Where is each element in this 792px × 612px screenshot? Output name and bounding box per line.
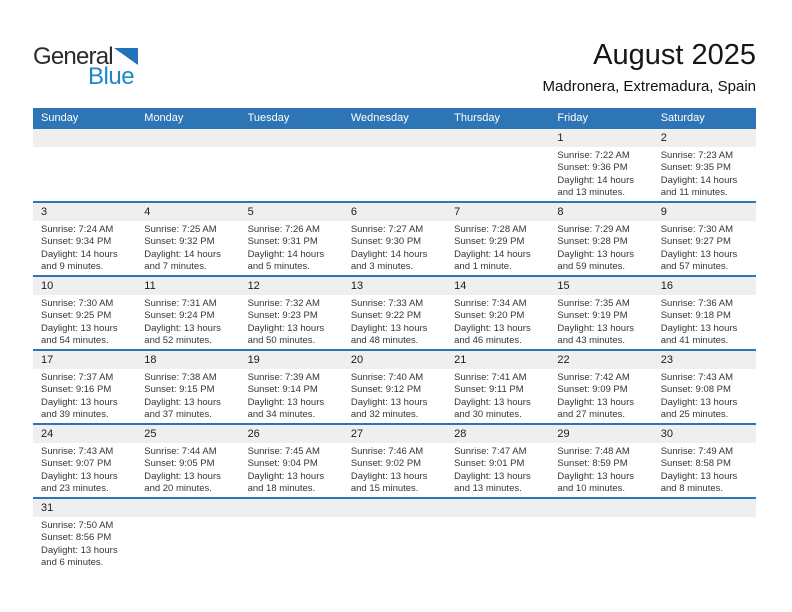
page-title: August 2025 xyxy=(593,39,756,71)
day-number: 9 xyxy=(660,206,667,218)
sunset-text: Sunset: 9:20 PM xyxy=(454,310,525,322)
day-number: 2 xyxy=(660,132,667,144)
day-number: 23 xyxy=(660,354,673,366)
sunset-text: Sunset: 9:35 PM xyxy=(660,162,731,174)
sunrise-text: Sunrise: 7:49 AM xyxy=(660,446,734,457)
sunrise-text: Sunrise: 7:28 AM xyxy=(454,224,527,235)
sunrise-text: Sunrise: 7:46 AM xyxy=(350,446,424,457)
empty-details-cell xyxy=(446,147,549,201)
sunset-text: Sunset: 9:31 PM xyxy=(247,236,318,248)
day-number: 3 xyxy=(41,206,48,218)
day-details-cell xyxy=(653,147,756,201)
sunrise-text: Sunrise: 7:26 AM xyxy=(247,224,320,235)
daylight-text: Daylight: 13 hours and 25 minutes. xyxy=(660,396,738,421)
sunset-text: Sunset: 9:08 PM xyxy=(660,384,731,396)
sunset-text: Sunset: 8:56 PM xyxy=(41,532,112,544)
sunset-text: Sunset: 9:28 PM xyxy=(557,236,628,248)
daylight-text: Daylight: 13 hours and 37 minutes. xyxy=(144,396,221,421)
sunset-text: Sunset: 9:36 PM xyxy=(557,162,628,174)
daylight-text: Daylight: 13 hours and 39 minutes. xyxy=(41,396,118,421)
day-number-strip xyxy=(33,129,756,147)
sunrise-text: Sunrise: 7:30 AM xyxy=(41,298,114,309)
day-details-cell xyxy=(549,147,652,201)
sunset-text: Sunset: 9:09 PM xyxy=(557,384,628,396)
day-details-strip xyxy=(33,221,756,275)
day-number: 28 xyxy=(454,428,467,440)
day-details-cell xyxy=(136,443,239,497)
weekday-header-sunday: Sunday xyxy=(41,112,79,124)
sunrise-text: Sunrise: 7:44 AM xyxy=(144,446,217,457)
empty-details-cell xyxy=(343,517,446,571)
daylight-text: Daylight: 13 hours and 18 minutes. xyxy=(247,470,325,495)
daylight-text: Daylight: 13 hours and 34 minutes. xyxy=(247,396,325,421)
empty-details-cell xyxy=(549,517,652,571)
title-block xyxy=(543,40,756,95)
weekday-header-tuesday: Tuesday xyxy=(247,112,290,124)
day-details-cell xyxy=(653,295,756,349)
day-details-cell xyxy=(240,295,343,349)
day-number: 5 xyxy=(247,206,254,218)
logo-text-general: General xyxy=(33,43,113,70)
day-number: 7 xyxy=(454,206,461,218)
sunset-text: Sunset: 9:16 PM xyxy=(41,384,112,396)
day-details-cell xyxy=(136,221,239,275)
empty-details-cell xyxy=(240,517,343,571)
day-details-cell xyxy=(33,369,136,423)
day-number-strip xyxy=(33,277,756,295)
daylight-text: Daylight: 13 hours and 23 minutes. xyxy=(41,470,118,495)
empty-details-cell xyxy=(240,147,343,201)
daylight-text: Daylight: 13 hours and 57 minutes. xyxy=(660,248,738,273)
day-details-cell xyxy=(653,443,756,497)
day-number-strip xyxy=(33,203,756,221)
day-details-cell xyxy=(653,369,756,423)
day-number: 14 xyxy=(454,280,467,292)
daylight-text: Daylight: 13 hours and 43 minutes. xyxy=(557,322,634,347)
day-number: 4 xyxy=(144,206,151,218)
day-number: 22 xyxy=(557,354,570,366)
sunrise-text: Sunrise: 7:23 AM xyxy=(660,150,734,161)
day-details-strip xyxy=(33,147,756,201)
day-details-cell xyxy=(549,295,652,349)
day-details-strip xyxy=(33,443,756,497)
calendar xyxy=(33,108,756,571)
weekday-header-thursday: Thursday xyxy=(454,112,500,124)
sunset-text: Sunset: 8:58 PM xyxy=(660,458,731,470)
day-number: 1 xyxy=(557,132,564,144)
day-details-cell xyxy=(240,443,343,497)
day-number: 10 xyxy=(41,280,54,292)
daylight-text: Daylight: 13 hours and 46 minutes. xyxy=(454,322,531,347)
daylight-text: Daylight: 14 hours and 5 minutes. xyxy=(247,248,325,273)
sunset-text: Sunset: 9:02 PM xyxy=(350,458,422,470)
day-details-cell xyxy=(653,221,756,275)
daylight-text: Daylight: 13 hours and 48 minutes. xyxy=(350,322,428,347)
daylight-text: Daylight: 13 hours and 32 minutes. xyxy=(350,396,428,421)
sunrise-text: Sunrise: 7:43 AM xyxy=(660,372,734,383)
logo-text-blue: Blue xyxy=(88,63,135,90)
sunrise-text: Sunrise: 7:45 AM xyxy=(247,446,320,457)
weekday-header-saturday: Saturday xyxy=(660,112,705,124)
day-details-cell xyxy=(343,443,446,497)
week-row xyxy=(33,423,756,497)
sunrise-text: Sunrise: 7:24 AM xyxy=(41,224,114,235)
sunrise-text: Sunrise: 7:35 AM xyxy=(557,298,630,309)
day-number: 20 xyxy=(350,354,364,366)
daylight-text: Daylight: 13 hours and 15 minutes. xyxy=(350,470,428,495)
general-blue-logo xyxy=(33,43,153,90)
day-number: 30 xyxy=(660,428,673,440)
day-details-cell xyxy=(549,369,652,423)
day-number: 19 xyxy=(247,354,260,366)
day-details-cell xyxy=(343,295,446,349)
sunset-text: Sunset: 9:04 PM xyxy=(247,458,318,470)
day-number: 11 xyxy=(144,280,156,292)
day-details-cell xyxy=(446,369,549,423)
empty-details-cell xyxy=(446,517,549,571)
sunrise-text: Sunrise: 7:29 AM xyxy=(557,224,630,235)
day-number: 27 xyxy=(350,428,364,440)
week-row xyxy=(33,275,756,349)
empty-details-cell xyxy=(343,147,446,201)
sunrise-text: Sunrise: 7:25 AM xyxy=(144,224,217,235)
daylight-text: Daylight: 13 hours and 10 minutes. xyxy=(557,470,634,495)
day-number-strip xyxy=(33,351,756,369)
sunrise-text: Sunrise: 7:41 AM xyxy=(454,372,527,383)
weekday-header-monday: Monday xyxy=(144,112,184,124)
day-details-cell xyxy=(446,221,549,275)
daylight-text: Daylight: 14 hours and 3 minutes. xyxy=(350,248,428,273)
weekday-header-friday: Friday xyxy=(557,112,588,124)
daylight-text: Daylight: 14 hours and 9 minutes. xyxy=(41,248,118,273)
day-details-strip xyxy=(33,517,756,571)
sunrise-text: Sunrise: 7:38 AM xyxy=(144,372,217,383)
sunrise-text: Sunrise: 7:30 AM xyxy=(660,224,734,235)
sunset-text: Sunset: 9:22 PM xyxy=(350,310,422,322)
sunset-text: Sunset: 9:24 PM xyxy=(144,310,215,322)
daylight-text: Daylight: 14 hours and 7 minutes. xyxy=(144,248,221,273)
calendar-weeks xyxy=(33,129,756,571)
daylight-text: Daylight: 13 hours and 27 minutes. xyxy=(557,396,634,421)
day-number: 15 xyxy=(557,280,570,292)
day-details-cell xyxy=(33,295,136,349)
day-details-cell xyxy=(240,369,343,423)
sunset-text: Sunset: 9:05 PM xyxy=(144,458,215,470)
sunset-text: Sunset: 9:14 PM xyxy=(247,384,318,396)
day-details-cell xyxy=(33,517,136,571)
day-details-cell xyxy=(549,443,652,497)
sunset-text: Sunset: 9:30 PM xyxy=(350,236,422,248)
sunrise-text: Sunrise: 7:31 AM xyxy=(144,298,217,309)
day-details-strip xyxy=(33,369,756,423)
sunrise-text: Sunrise: 7:40 AM xyxy=(350,372,424,383)
sunrise-text: Sunrise: 7:34 AM xyxy=(454,298,527,309)
day-details-cell xyxy=(343,221,446,275)
sunrise-text: Sunrise: 7:37 AM xyxy=(41,372,114,383)
sunset-text: Sunset: 9:23 PM xyxy=(247,310,318,322)
sunset-text: Sunset: 9:15 PM xyxy=(144,384,215,396)
day-number: 21 xyxy=(454,354,467,366)
sunset-text: Sunset: 9:29 PM xyxy=(454,236,525,248)
empty-details-cell xyxy=(33,147,136,201)
sunrise-text: Sunrise: 7:48 AM xyxy=(557,446,630,457)
day-details-cell xyxy=(549,221,652,275)
sunset-text: Sunset: 9:34 PM xyxy=(41,236,112,248)
daylight-text: Daylight: 13 hours and 52 minutes. xyxy=(144,322,221,347)
sunset-text: Sunset: 9:11 PM xyxy=(454,384,524,396)
sunset-text: Sunset: 9:32 PM xyxy=(144,236,215,248)
daylight-text: Daylight: 14 hours and 1 minute. xyxy=(454,248,531,273)
weekday-header-wednesday: Wednesday xyxy=(350,112,409,124)
daylight-text: Daylight: 14 hours and 11 minutes. xyxy=(660,174,738,199)
day-details-cell xyxy=(343,369,446,423)
day-number: 24 xyxy=(41,428,54,440)
day-number: 16 xyxy=(660,280,673,292)
day-number: 26 xyxy=(247,428,260,440)
day-details-cell xyxy=(136,369,239,423)
day-number: 17 xyxy=(41,354,54,366)
sunrise-text: Sunrise: 7:39 AM xyxy=(247,372,320,383)
day-details-cell xyxy=(33,443,136,497)
week-row xyxy=(33,497,756,571)
day-number: 29 xyxy=(557,428,570,440)
week-row xyxy=(33,349,756,423)
day-number-strip xyxy=(33,425,756,443)
sunrise-text: Sunrise: 7:32 AM xyxy=(247,298,320,309)
day-number: 8 xyxy=(557,206,564,218)
sunrise-text: Sunrise: 7:36 AM xyxy=(660,298,734,309)
day-details-cell xyxy=(33,221,136,275)
daylight-text: Daylight: 13 hours and 8 minutes. xyxy=(660,470,738,495)
day-number: 18 xyxy=(144,354,157,366)
empty-details-cell xyxy=(136,517,239,571)
sunrise-text: Sunrise: 7:33 AM xyxy=(350,298,424,309)
daylight-text: Daylight: 13 hours and 20 minutes. xyxy=(144,470,221,495)
sunrise-text: Sunrise: 7:43 AM xyxy=(41,446,114,457)
sunset-text: Sunset: 9:01 PM xyxy=(454,458,525,470)
sunset-text: Sunset: 9:27 PM xyxy=(660,236,731,248)
sunrise-text: Sunrise: 7:42 AM xyxy=(557,372,630,383)
sunrise-text: Sunrise: 7:22 AM xyxy=(557,150,630,161)
week-row xyxy=(33,129,756,201)
day-number: 31 xyxy=(41,502,54,514)
sunset-text: Sunset: 9:19 PM xyxy=(557,310,628,322)
empty-details-cell xyxy=(136,147,239,201)
daylight-text: Daylight: 13 hours and 59 minutes. xyxy=(557,248,634,273)
daylight-text: Daylight: 13 hours and 41 minutes. xyxy=(660,322,738,347)
page-subtitle: Madronera, Extremadura, Spain xyxy=(542,78,756,95)
sunrise-text: Sunrise: 7:47 AM xyxy=(454,446,527,457)
day-details-cell xyxy=(240,221,343,275)
page-content xyxy=(33,0,756,571)
daylight-text: Daylight: 14 hours and 13 minutes. xyxy=(557,174,634,199)
day-number: 13 xyxy=(350,280,364,292)
day-details-cell xyxy=(446,295,549,349)
empty-details-cell xyxy=(653,517,756,571)
daylight-text: Daylight: 13 hours and 50 minutes. xyxy=(247,322,325,347)
sunset-text: Sunset: 9:25 PM xyxy=(41,310,112,322)
sunset-text: Sunset: 9:12 PM xyxy=(350,384,422,396)
day-number: 25 xyxy=(144,428,157,440)
sunset-text: Sunset: 9:18 PM xyxy=(660,310,731,322)
daylight-text: Daylight: 13 hours and 54 minutes. xyxy=(41,322,118,347)
sunset-text: Sunset: 9:07 PM xyxy=(41,458,112,470)
daylight-text: Daylight: 13 hours and 6 minutes. xyxy=(41,544,118,569)
day-number-strip xyxy=(33,499,756,517)
sunset-text: Sunset: 8:59 PM xyxy=(557,458,628,470)
sunrise-text: Sunrise: 7:27 AM xyxy=(350,224,424,235)
day-details-strip xyxy=(33,295,756,349)
sunrise-text: Sunrise: 7:50 AM xyxy=(41,520,114,531)
week-row xyxy=(33,201,756,275)
daylight-text: Daylight: 13 hours and 30 minutes. xyxy=(454,396,531,421)
day-number: 6 xyxy=(350,206,357,218)
daylight-text: Daylight: 13 hours and 13 minutes. xyxy=(454,470,531,495)
day-number: 12 xyxy=(247,280,260,292)
page-header xyxy=(33,0,756,95)
day-details-cell xyxy=(136,295,239,349)
weekday-header-row xyxy=(33,108,756,129)
day-details-cell xyxy=(446,443,549,497)
